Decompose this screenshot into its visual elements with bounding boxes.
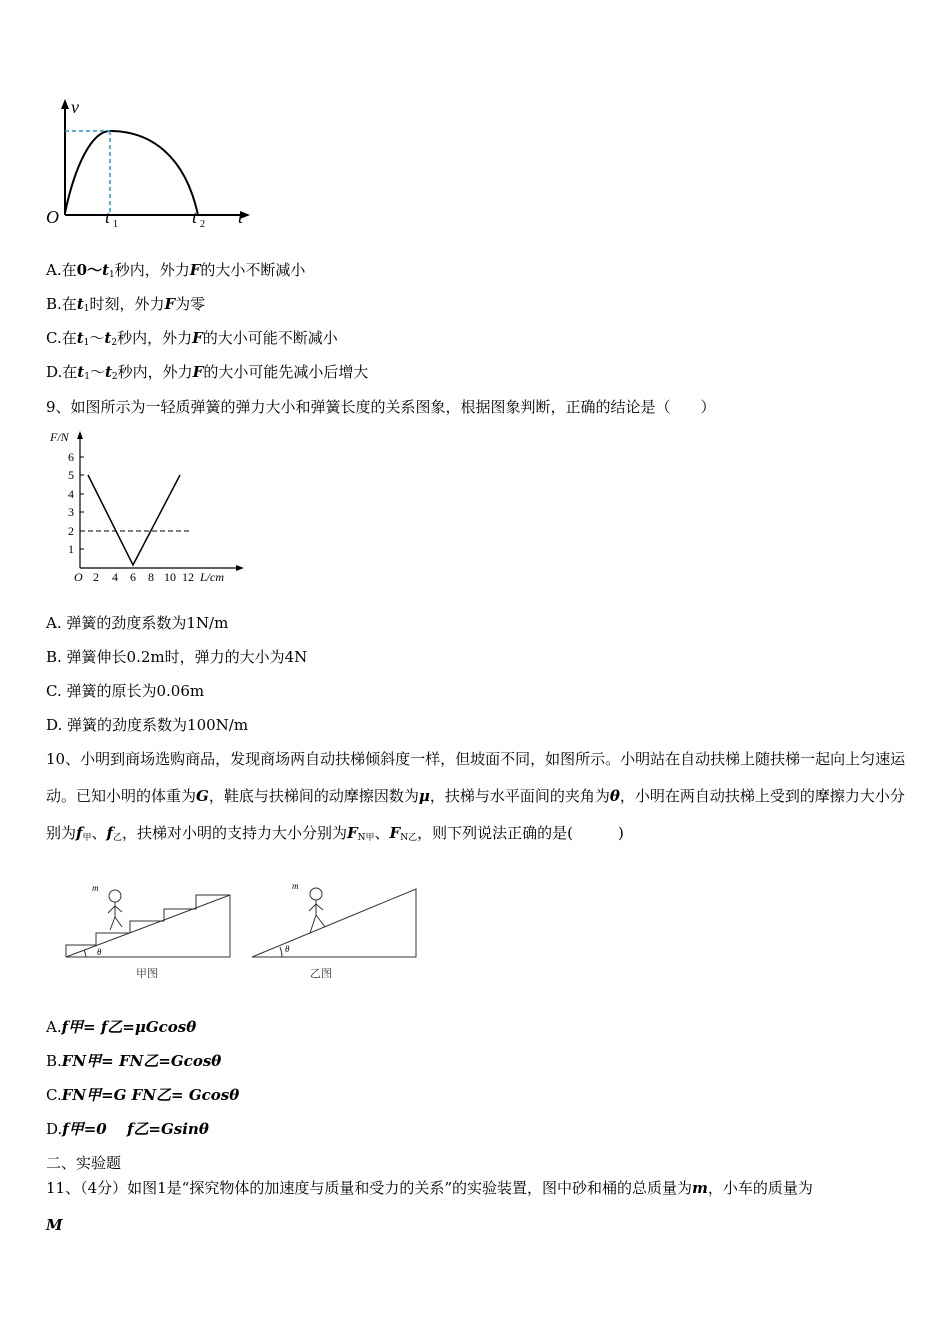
figure-caption-jia: 甲图 [136, 967, 158, 980]
svg-text:1: 1 [68, 542, 74, 556]
svg-text:3: 3 [68, 505, 74, 519]
q10-option-d: D.f甲=0 f乙=Gsinθ [46, 1120, 209, 1138]
q9-option-b: B. 弹簧伸长0.2m时，弹力的大小为4N [46, 648, 308, 666]
svg-text:10: 10 [164, 570, 176, 584]
svg-text:2: 2 [68, 524, 74, 538]
svg-text:m: m [92, 883, 99, 893]
axis-t-label: t [238, 207, 244, 227]
svg-text:4: 4 [68, 487, 74, 501]
t1-label: t [105, 207, 111, 227]
svg-text:12: 12 [182, 570, 194, 584]
q11-stem: 11、（4分）如图1是“探究物体的加速度与质量和受力的关系”的实验装置，图中砂和桶的总质量为m，小车的质量为 M [46, 1179, 813, 1234]
q10-option-c: C.FN甲=G FN乙= Gcosθ [46, 1086, 240, 1104]
svg-text:L/cm: L/cm [200, 570, 224, 584]
section-heading: 二、实验题 [46, 1154, 122, 1172]
spring-force-graph [42, 425, 252, 590]
svg-text:8: 8 [148, 570, 154, 584]
q8-option-d: D.在$t_1\sim t_2$秒内，外力F的大小可能先减小后增大 [46, 363, 369, 382]
svg-text:5: 5 [68, 468, 74, 482]
figure-caption-yi: 乙图 [310, 967, 332, 980]
svg-text:1: 1 [113, 219, 118, 230]
origin-label: O [46, 207, 59, 227]
svg-text:6: 6 [130, 570, 136, 584]
q9-option-a: A. 弹簧的劲度系数为1N/m [46, 614, 229, 632]
q9-stem: 9、如图所示为一轻质弹簧的弹力大小和弹簧长度的关系图象，根据图象判断，正确的结论是（ ） [46, 398, 716, 416]
q8-option-c: C.在$t_1\sim t_2$秒内，外力F的大小可能不断减小 [46, 329, 338, 348]
svg-text:m: m [292, 881, 299, 891]
q8-option-b: B.在$t_1$时刻，外力F为零 [46, 295, 206, 314]
q9-option-d: D. 弹簧的劲度系数为100N/m [46, 716, 249, 734]
person-left-icon [108, 890, 122, 930]
person-right-icon [309, 888, 325, 933]
svg-text:F/N: F/N [50, 430, 69, 444]
q9-option-c: C. 弹簧的原长为0.06m [46, 682, 205, 700]
svg-text:O: O [74, 570, 83, 584]
svg-text:2: 2 [93, 570, 99, 584]
q8-option-a: A.在$0\sim t_1$秒内，外力F的大小不断减小 [46, 261, 306, 280]
escalator-figure [60, 875, 430, 985]
svg-text:4: 4 [112, 570, 118, 584]
axis-v-label: v [71, 97, 79, 117]
svg-text:6: 6 [68, 450, 74, 464]
q10-option-b: B.FN甲= FN乙=Gcosθ [46, 1052, 222, 1070]
q10-option-a: A.f甲= f乙=μGcosθ [46, 1018, 197, 1036]
velocity-time-graph [40, 95, 270, 235]
t2-label: t [192, 207, 198, 227]
svg-text:2: 2 [200, 219, 205, 230]
q10-stem: 10、小明到商场选购商品，发现商场两自动扶梯倾斜度一样，但坡面不同，如图所示。小明站在自动扶梯上随扶梯一起向上匀速运动。已知小明的体重为G，鞋底与扶梯间的动摩擦因数为μ，扶梯与水平面间的夹角为θ，小明在两自动扶梯上受到的摩擦力大小分别为$f_甲$、$f_乙$，扶梯对小明的支持力大小分别为$F_{N甲}$、$F_{N乙}$，则下列说法正确的是( ) [46, 750, 906, 843]
svg-text:θ: θ [285, 944, 290, 954]
svg-text:θ: θ [97, 947, 102, 957]
